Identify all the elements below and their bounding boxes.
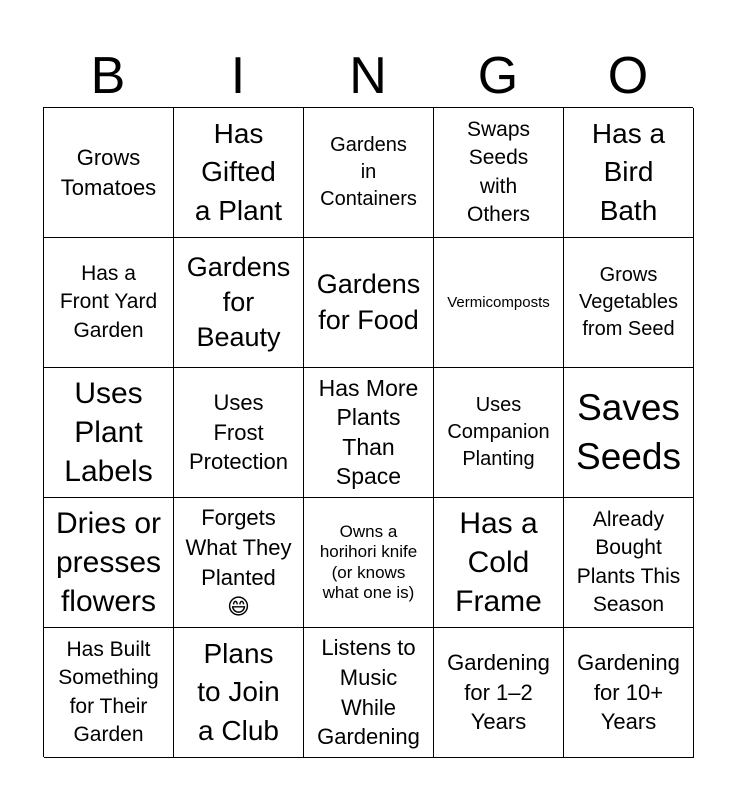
cell-text: Has a Bird Bath (591, 117, 666, 226)
bingo-cell[interactable] (434, 108, 564, 238)
cell-text: Has a Cold Frame (455, 507, 542, 618)
bingo-cell[interactable] (304, 108, 434, 238)
cell-text: Grows Vegetables from Seed (579, 264, 678, 340)
header-letter-n: N (349, 47, 387, 105)
header-letter-o: O (607, 47, 649, 105)
cell-text: Gardening for 10+ Years (577, 649, 680, 735)
bingo-cell[interactable] (44, 368, 174, 498)
cell-text: Plans to Join a Club (197, 637, 280, 746)
cell-text: Uses Frost Protection (188, 389, 289, 475)
cell-text: Listens to Music While Gardening (317, 634, 420, 750)
bingo-cell[interactable] (304, 498, 434, 628)
bingo-cell[interactable] (564, 368, 694, 498)
bingo-cell[interactable] (564, 238, 694, 368)
bingo-grid (43, 107, 693, 757)
header-letter-i: I (230, 47, 246, 105)
bingo-cell[interactable] (44, 238, 174, 368)
cell-text: Owns a horihori knife (or knows what one is) (319, 522, 418, 602)
header-letter-g: G (477, 47, 519, 105)
bingo-cell[interactable] (44, 498, 174, 628)
cell-text: Already Bought Plants This Season (576, 508, 681, 616)
bingo-cell[interactable] (44, 628, 174, 758)
bingo-cell[interactable] (564, 628, 694, 758)
bingo-cell[interactable] (434, 368, 564, 498)
bingo-cell[interactable] (434, 628, 564, 758)
cell-text: Gardening for 1–2 Years (447, 649, 550, 735)
cell-text: Saves Seeds (576, 387, 681, 477)
bingo-cell[interactable] (174, 498, 304, 628)
bingo-cell[interactable] (44, 108, 174, 238)
cell-text: Dries or presses flowers (55, 507, 162, 618)
bingo-cell[interactable] (174, 368, 304, 498)
bingo-cell[interactable] (304, 238, 434, 368)
cell-text: Grows Tomatoes (60, 144, 157, 200)
cell-text: Forgets What They Planted 😄 (185, 504, 292, 620)
bingo-cell[interactable] (304, 628, 434, 758)
bingo-cell[interactable] (564, 498, 694, 628)
bingo-cell[interactable] (564, 108, 694, 238)
cell-text: Swaps Seeds with Others (466, 118, 531, 226)
cell-text: Gardens for Food (316, 269, 421, 335)
cell-text: Uses Companion Planting (447, 394, 550, 470)
bingo-cell[interactable] (174, 238, 304, 368)
bingo-cell[interactable] (174, 108, 304, 238)
bingo-cell[interactable] (434, 498, 564, 628)
bingo-header (43, 46, 693, 106)
cell-text: Has Gifted a Plant (194, 117, 283, 226)
cell-text: Gardens for Beauty (186, 251, 291, 353)
cell-text: Gardens in Containers (320, 134, 417, 210)
bingo-cell[interactable] (174, 628, 304, 758)
cell-text: Has Built Something for Their Garden (58, 638, 159, 746)
bingo-cell[interactable] (304, 368, 434, 498)
cell-text: Vermicomposts (447, 293, 550, 311)
cell-text: Has a Front Yard Garden (59, 262, 158, 342)
header-letter-b: B (90, 47, 126, 105)
cell-text: Has More Plants Than Space (318, 375, 419, 489)
bingo-cell[interactable] (434, 238, 564, 368)
cell-text: Uses Plant Labels (64, 377, 153, 488)
